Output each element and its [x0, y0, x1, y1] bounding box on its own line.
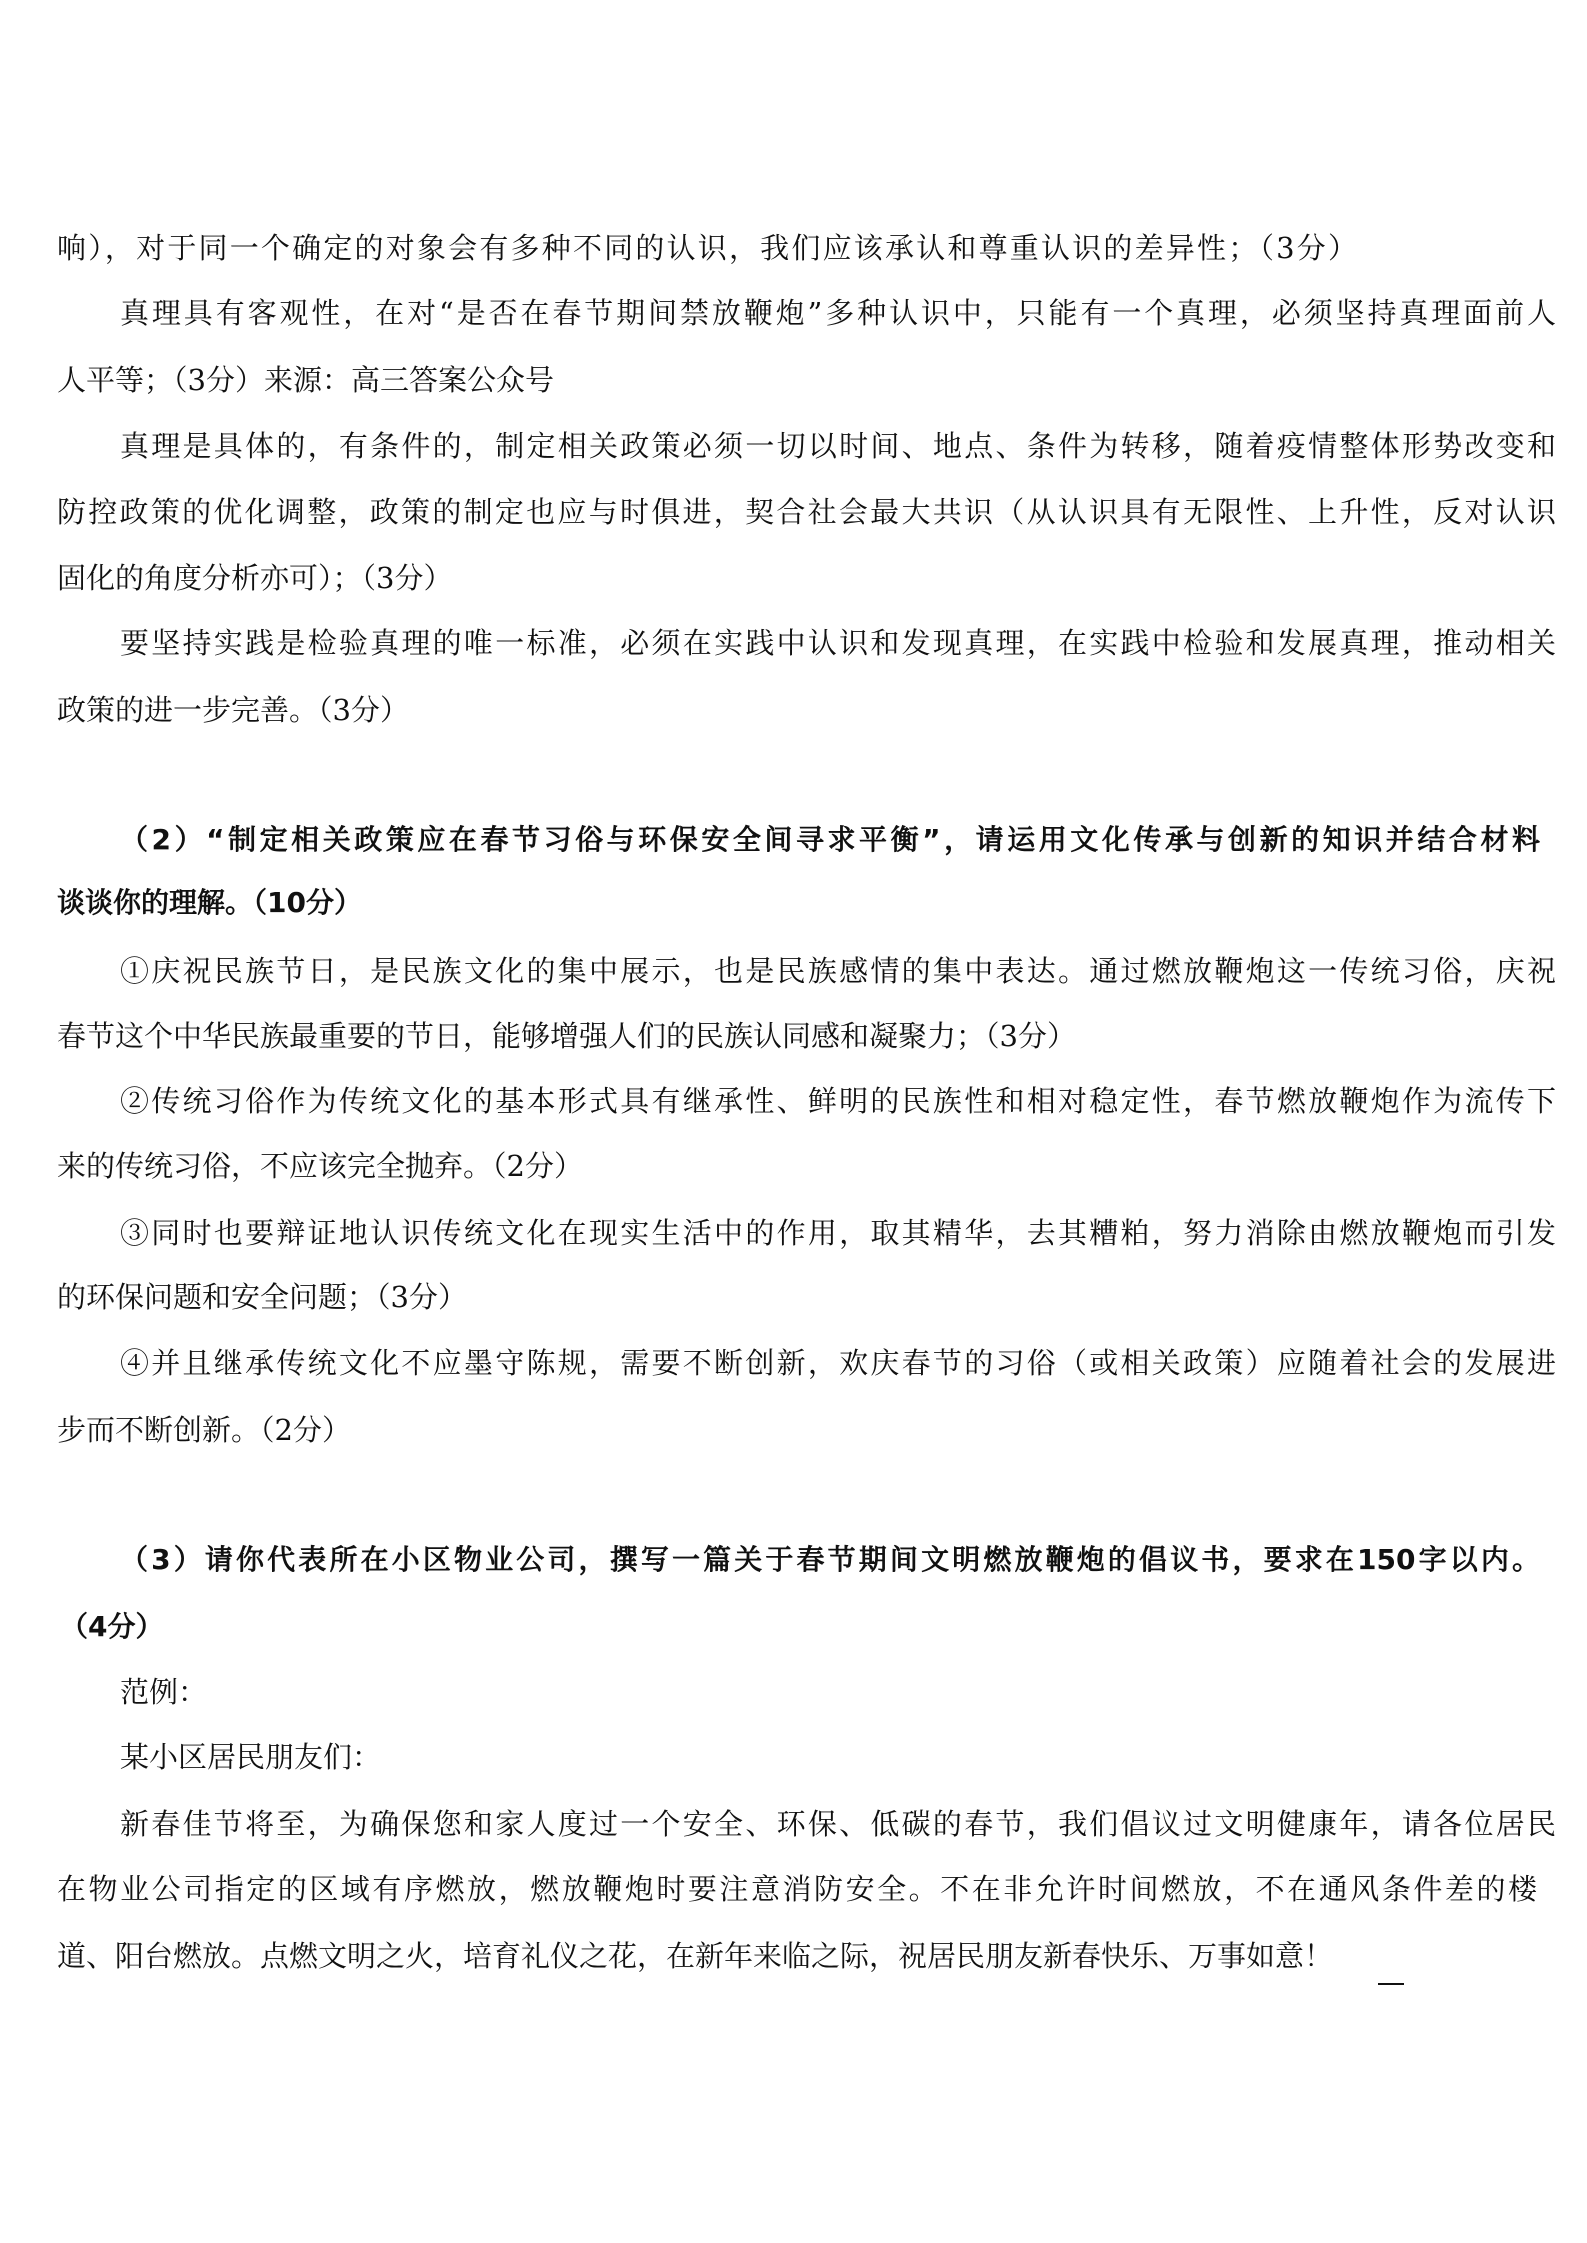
question-heading: 谈谈你的理解。（10分） — [57, 886, 362, 919]
answer-line: ④并且继承传统文化不应墨守陈规，需要不断创新，欢庆春节的习俗（或相关政策）应随着社会的发展进 — [120, 1346, 1556, 1380]
answer-line: 步而不断创新。（2分） — [57, 1413, 351, 1447]
text-line: 固化的角度分析亦可）；（3分） — [57, 561, 453, 595]
text-line: 人平等；（3分）来源：高三答案公众号 — [57, 363, 554, 397]
example-label: 范例： — [120, 1675, 208, 1709]
text-line: 政策的进一步完善。（3分） — [57, 693, 409, 727]
text-line: 真理是具体的，有条件的，制定相关政策必须一切以时间、地点、条件为转移，随着疫情整体形势改变和 — [120, 429, 1556, 463]
body-line: 在物业公司指定的区域有序燃放，燃放鞭炮时要注意消防安全。不在非允许时间燃放，不在通风条件差的楼 — [57, 1872, 1537, 1906]
answer-line: 春节这个中华民族最重要的节日，能够增强人们的民族认同感和凝聚力；（3分） — [57, 1019, 1076, 1053]
question-heading: （3）请你代表所在小区物业公司，撰写一篇关于春节期间文明燃放鞭炮的倡议书，要求在150字以内。 — [120, 1543, 1540, 1576]
underline-mark — [1378, 1983, 1404, 1985]
text-line: 响），对于同一个确定的对象会有多种不同的认识，我们应该承认和尊重认识的差异性；（3分） — [57, 231, 1357, 265]
answer-line: 的环保问题和安全问题；（3分） — [57, 1280, 467, 1314]
answer-line: ③同时也要辩证地认识传统文化在现实生活中的作用，取其精华，去其糟粕，努力消除由燃放鞭炮而引发 — [120, 1216, 1556, 1250]
question-heading: （4分） — [60, 1610, 164, 1643]
question-heading: （2）“制定相关政策应在春节习俗与环保安全间寻求平衡”，请运用文化传承与创新的知识并结合材料 — [120, 823, 1540, 856]
answer-line: ②传统习俗作为传统文化的基本形式具有继承性、鲜明的民族性和相对稳定性，春节燃放鞭炮作为流传下 — [120, 1084, 1556, 1118]
body-line: 道、阳台燃放。点燃文明之火，培育礼仪之花，在新年来临之际，祝居民朋友新春快乐、万事如意！ — [57, 1939, 1334, 1973]
text-line: 要坚持实践是检验真理的唯一标准，必须在实践中认识和发现真理，在实践中检验和发展真理，推动相关 — [120, 626, 1556, 660]
answer-line: ①庆祝民族节日，是民族文化的集中展示，也是民族感情的集中表达。通过燃放鞭炮这一传统习俗，庆祝 — [120, 954, 1556, 988]
salutation: 某小区居民朋友们： — [120, 1740, 382, 1774]
text-line: 真理具有客观性，在对“是否在春节期间禁放鞭炮”多种认识中，只能有一个真理，必须坚持真理面前人 — [120, 296, 1556, 330]
body-line: 新春佳节将至，为确保您和家人度过一个安全、环保、低碳的春节，我们倡议过文明健康年，请各位居民 — [120, 1807, 1556, 1841]
answer-line: 来的传统习俗，不应该完全抛弃。（2分） — [57, 1149, 583, 1183]
text-line: 防控政策的优化调整，政策的制定也应与时俱进，契合社会最大共识（从认识具有无限性、上升性，反对认识 — [57, 495, 1556, 529]
